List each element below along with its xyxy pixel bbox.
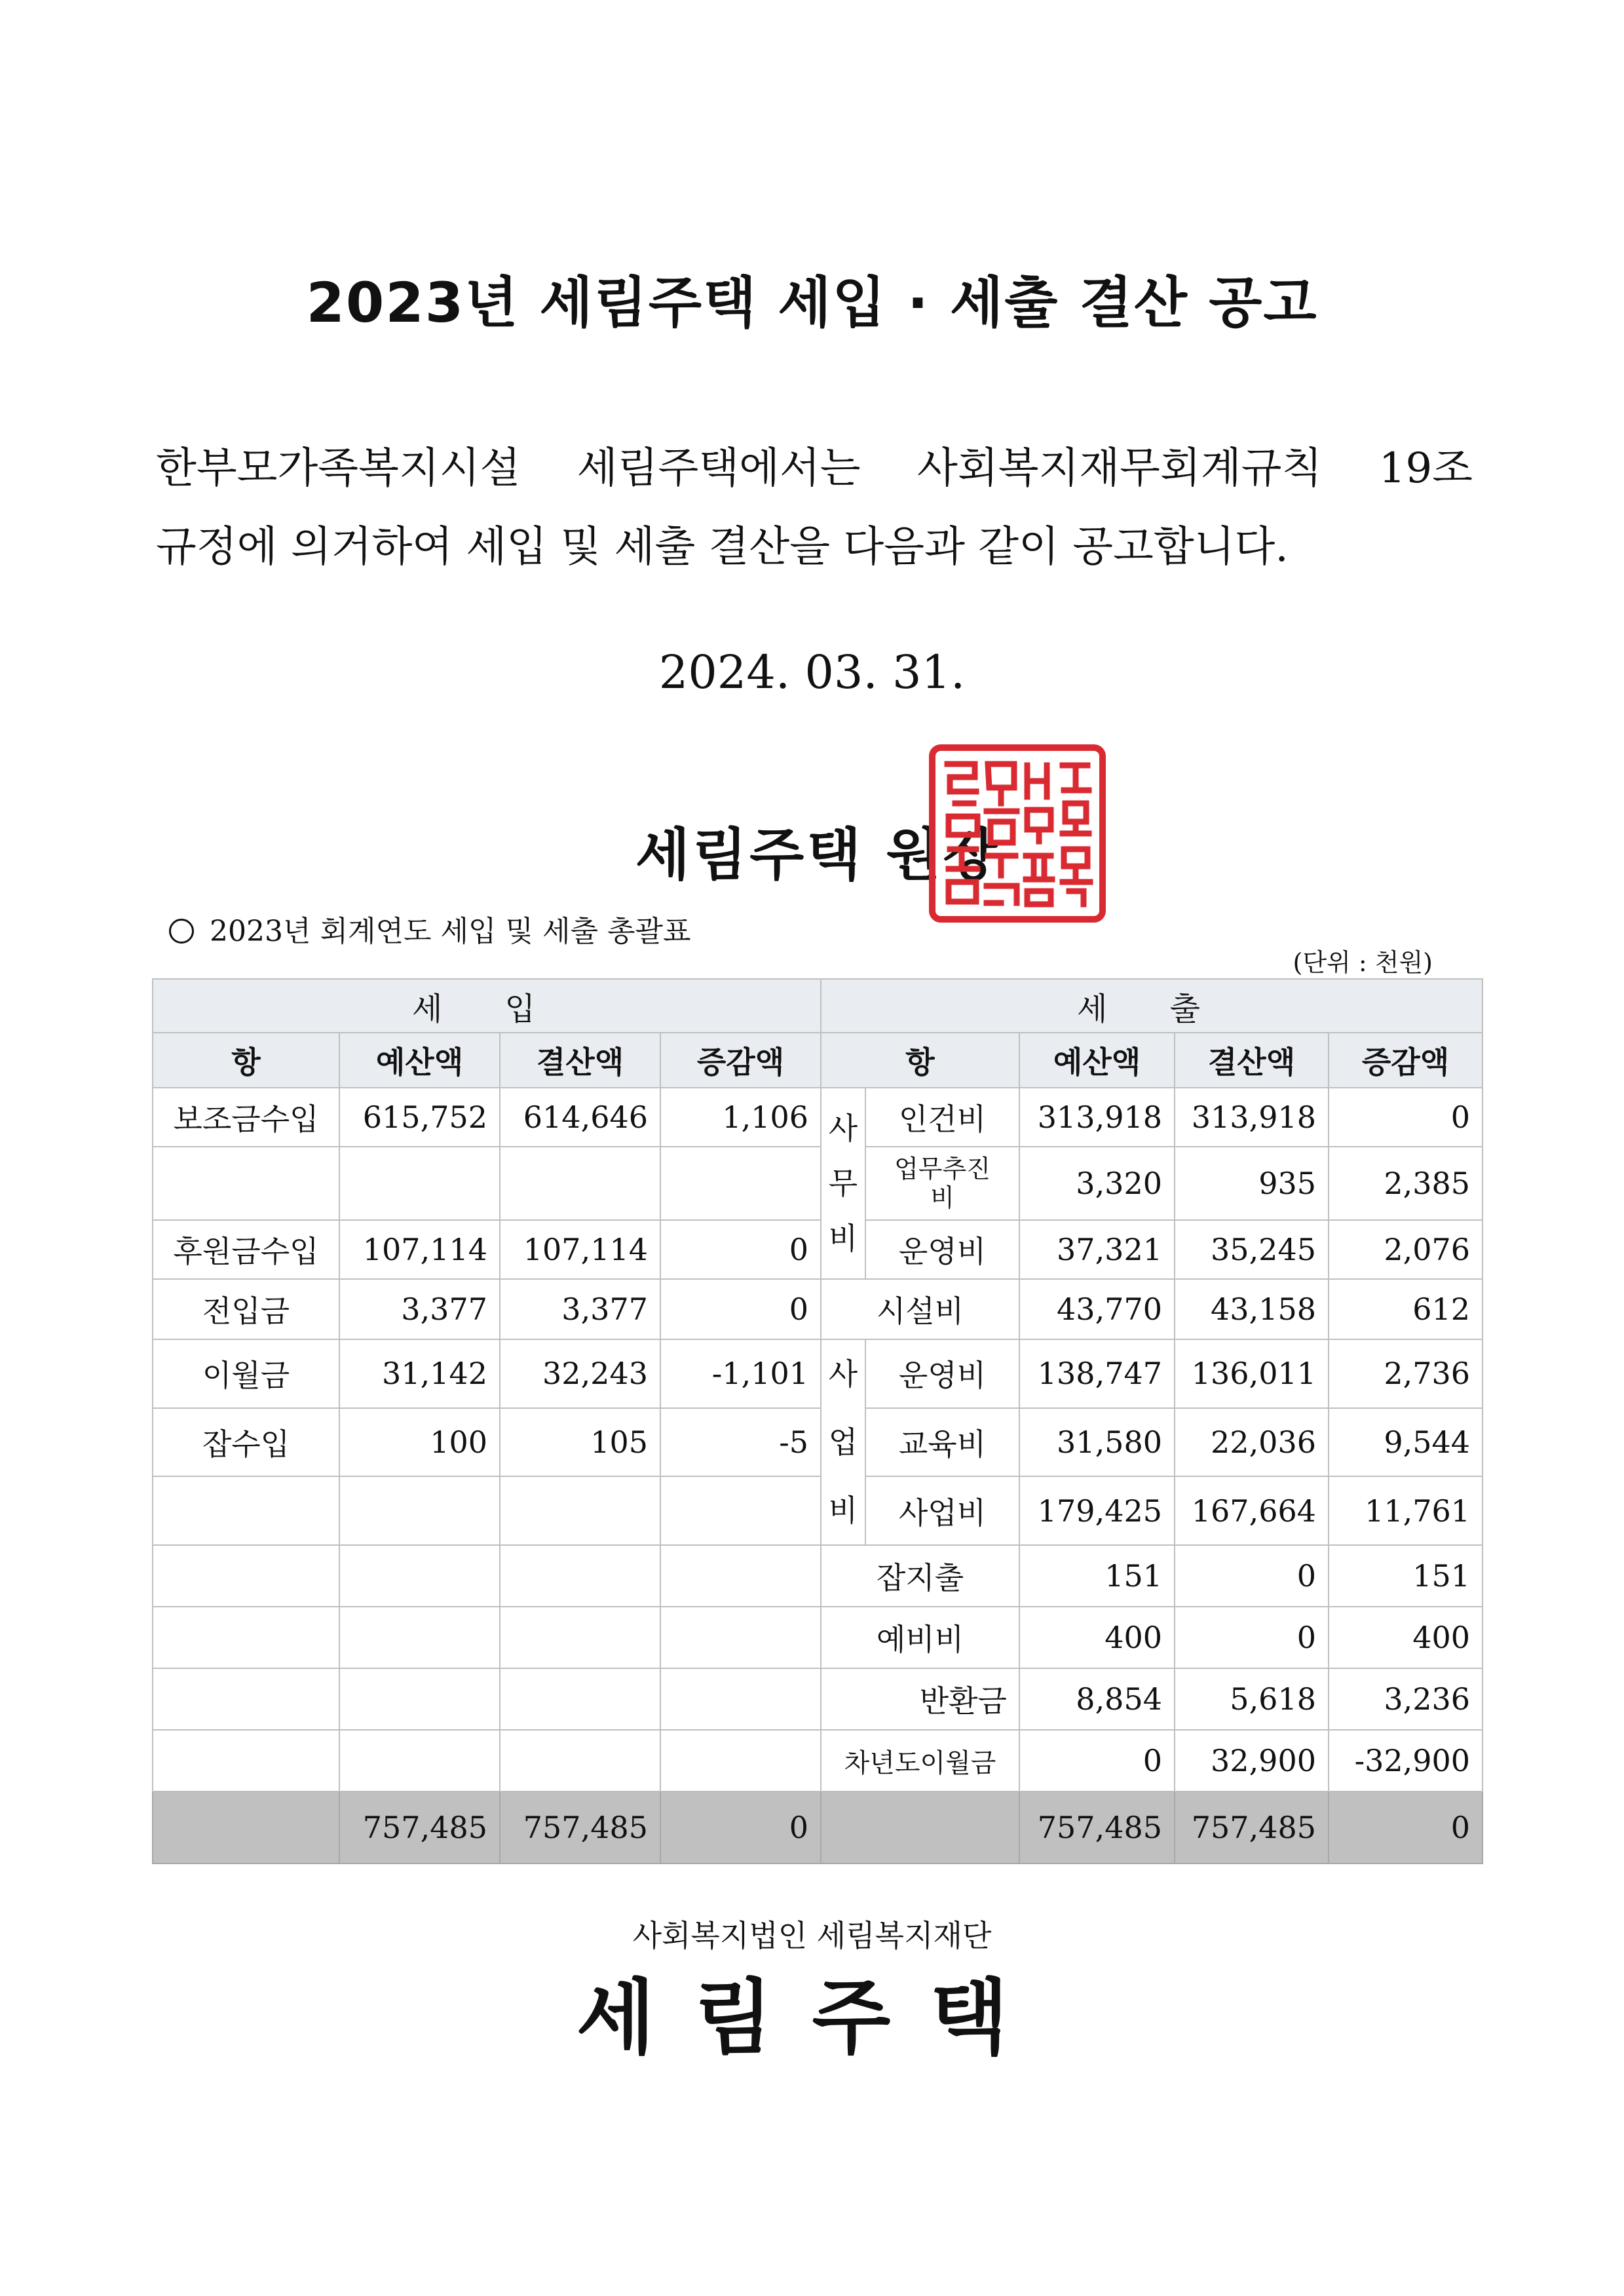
intro-line-1: 한부모가족복지시설 세림주택에서는 사회복지재무회계규칙 19조 [156, 444, 1473, 493]
revenue-empty-cell [339, 1730, 500, 1791]
expense-budget: 179,425 [1019, 1476, 1175, 1545]
table-row [153, 1088, 1482, 1147]
revenue-empty-cell [153, 1607, 339, 1668]
circle-bullet-icon [169, 919, 194, 944]
summary-subheading [169, 908, 690, 949]
expense-settled: 935 [1175, 1147, 1329, 1220]
revenue-empty-cell [500, 1668, 660, 1730]
table-row [153, 1339, 1482, 1408]
total-expense-diff: 0 [1329, 1791, 1482, 1864]
revenue-empty-cell [339, 1147, 500, 1220]
table-row [153, 1408, 1482, 1477]
expense-diff: 9,544 [1329, 1408, 1482, 1477]
total-revenue-budget: 757,485 [339, 1791, 500, 1864]
expense-budget: 8,854 [1019, 1668, 1175, 1730]
col-header-expense-settled: 결산액 [1175, 1033, 1329, 1088]
official-seal-stamp [929, 744, 1106, 923]
intro-line-2: 규정에 의거하여 세입 및 세출 결산을 다음과 같이 공고합니다. [156, 523, 1289, 571]
revenue-settled: 3,377 [500, 1279, 660, 1339]
expense-diff: 11,761 [1329, 1476, 1482, 1545]
col-header-expense-budget: 예산액 [1019, 1033, 1175, 1088]
revenue-diff: 0 [660, 1279, 821, 1339]
expense-budget: 0 [1019, 1730, 1175, 1791]
summary-subheading-text: 2023년 회계연도 세입 및 세출 총괄표 [210, 915, 691, 948]
expense-diff: 2,076 [1329, 1220, 1482, 1279]
revenue-budget: 3,377 [339, 1279, 500, 1339]
table-row [153, 1668, 1482, 1730]
total-expense-budget: 757,485 [1019, 1791, 1175, 1864]
expense-diff: 0 [1329, 1088, 1482, 1147]
table-header-row-2 [153, 1033, 1482, 1088]
revenue-empty-cell [339, 1668, 500, 1730]
revenue-empty-cell [660, 1476, 821, 1545]
expense-item: 업무추진비 [865, 1147, 1019, 1220]
expense-item: 예비비 [821, 1607, 1019, 1668]
col-header-expense-diff: 증감액 [1329, 1033, 1482, 1088]
expense-header: 세 출 [821, 979, 1482, 1033]
expense-budget: 31,580 [1019, 1408, 1175, 1477]
col-header-revenue-item: 항 [153, 1033, 339, 1088]
intro-paragraph [156, 429, 1473, 586]
col-header-expense-item: 항 [821, 1033, 1019, 1088]
expense-settled: 0 [1175, 1545, 1329, 1607]
total-revenue-diff: 0 [660, 1791, 821, 1864]
seal-glyphs [935, 751, 1099, 916]
expense-item: 반환금 [821, 1668, 1019, 1730]
expense-group-office: 사무비 [821, 1088, 865, 1279]
expense-diff: -32,900 [1329, 1730, 1482, 1791]
director-signature: 세림주택 원장 [635, 822, 1000, 888]
total-expense-label-cell [821, 1791, 1019, 1864]
expense-diff: 3,236 [1329, 1668, 1482, 1730]
expense-settled: 136,011 [1175, 1339, 1329, 1408]
revenue-empty-cell [500, 1607, 660, 1668]
unit-note: (단위 : 천원) [1293, 948, 1433, 977]
total-label-cell [153, 1791, 339, 1864]
revenue-empty-cell [660, 1668, 821, 1730]
revenue-empty-cell [339, 1545, 500, 1607]
table-row [153, 1476, 1482, 1545]
expense-budget: 43,770 [1019, 1279, 1175, 1339]
expense-settled: 22,036 [1175, 1408, 1329, 1477]
table-header-row-1 [153, 979, 1482, 1033]
revenue-empty-cell [660, 1545, 821, 1607]
total-expense-settled: 757,485 [1175, 1791, 1329, 1864]
revenue-diff: 1,106 [660, 1088, 821, 1147]
expense-item: 운영비 [865, 1220, 1019, 1279]
revenue-empty-cell [339, 1476, 500, 1545]
expense-item: 시설비 [821, 1279, 1019, 1339]
table-row [153, 1220, 1482, 1279]
table-row [153, 1147, 1482, 1220]
revenue-empty-cell [153, 1668, 339, 1730]
expense-diff: 400 [1329, 1607, 1482, 1668]
revenue-diff: -5 [660, 1408, 821, 1477]
total-row [153, 1791, 1482, 1864]
table-row [153, 1279, 1482, 1339]
revenue-settled: 107,114 [500, 1220, 660, 1279]
revenue-empty-cell [660, 1147, 821, 1220]
revenue-empty-cell [153, 1147, 339, 1220]
revenue-settled: 614,646 [500, 1088, 660, 1147]
expense-item: 사업비 [865, 1476, 1019, 1545]
footer-facility-name: 세림주택 [576, 1971, 1048, 2065]
expense-settled: 35,245 [1175, 1220, 1329, 1279]
expense-diff: 2,736 [1329, 1339, 1482, 1408]
revenue-item: 잡수입 [153, 1408, 339, 1477]
expense-diff: 2,385 [1329, 1147, 1482, 1220]
revenue-expense-summary-table [152, 978, 1483, 1864]
revenue-empty-cell [153, 1730, 339, 1791]
expense-settled: 43,158 [1175, 1279, 1329, 1339]
page-title: 2023년 세림주택 세입 · 세출 결산 공고 [306, 271, 1318, 335]
expense-budget: 151 [1019, 1545, 1175, 1607]
revenue-settled: 105 [500, 1408, 660, 1477]
revenue-empty-cell [153, 1476, 339, 1545]
expense-item: 인건비 [865, 1088, 1019, 1147]
expense-budget: 313,918 [1019, 1088, 1175, 1147]
expense-settled: 0 [1175, 1607, 1329, 1668]
expense-budget: 138,747 [1019, 1339, 1175, 1408]
revenue-item: 이월금 [153, 1339, 339, 1408]
col-header-revenue-budget: 예산액 [339, 1033, 500, 1088]
revenue-header: 세 입 [153, 979, 821, 1033]
revenue-empty-cell [660, 1730, 821, 1791]
revenue-item: 전입금 [153, 1279, 339, 1339]
table-row [153, 1545, 1482, 1607]
revenue-diff: 0 [660, 1220, 821, 1279]
expense-diff: 151 [1329, 1545, 1482, 1607]
col-header-revenue-diff: 증감액 [660, 1033, 821, 1088]
expense-settled: 167,664 [1175, 1476, 1329, 1545]
revenue-budget: 107,114 [339, 1220, 500, 1279]
revenue-empty-cell [500, 1545, 660, 1607]
revenue-budget: 615,752 [339, 1088, 500, 1147]
expense-item: 차년도이월금 [821, 1730, 1019, 1791]
revenue-budget: 100 [339, 1408, 500, 1477]
expense-settled: 5,618 [1175, 1668, 1329, 1730]
expense-item: 운영비 [865, 1339, 1019, 1408]
revenue-empty-cell [500, 1476, 660, 1545]
revenue-empty-cell [660, 1607, 821, 1668]
expense-item: 잡지출 [821, 1545, 1019, 1607]
table-row [153, 1607, 1482, 1668]
revenue-budget: 31,142 [339, 1339, 500, 1408]
revenue-empty-cell [500, 1147, 660, 1220]
footer-organization: 사회복지법인 세림복지재단 [632, 1918, 992, 1953]
expense-item: 교육비 [865, 1408, 1019, 1477]
table-row [153, 1730, 1482, 1791]
expense-budget: 3,320 [1019, 1147, 1175, 1220]
revenue-item: 후원금수입 [153, 1220, 339, 1279]
expense-settled: 32,900 [1175, 1730, 1329, 1791]
expense-settled: 313,918 [1175, 1088, 1329, 1147]
total-revenue-settled: 757,485 [500, 1791, 660, 1864]
revenue-empty-cell [500, 1730, 660, 1791]
expense-diff: 612 [1329, 1279, 1482, 1339]
revenue-diff: -1,101 [660, 1339, 821, 1408]
notice-date: 2024. 03. 31. [658, 645, 966, 699]
revenue-empty-cell [339, 1607, 500, 1668]
revenue-empty-cell [153, 1545, 339, 1607]
expense-budget: 37,321 [1019, 1220, 1175, 1279]
expense-group-business: 사업비 [821, 1339, 865, 1545]
expense-budget: 400 [1019, 1607, 1175, 1668]
revenue-settled: 32,243 [500, 1339, 660, 1408]
col-header-revenue-settled: 결산액 [500, 1033, 660, 1088]
revenue-item: 보조금수입 [153, 1088, 339, 1147]
